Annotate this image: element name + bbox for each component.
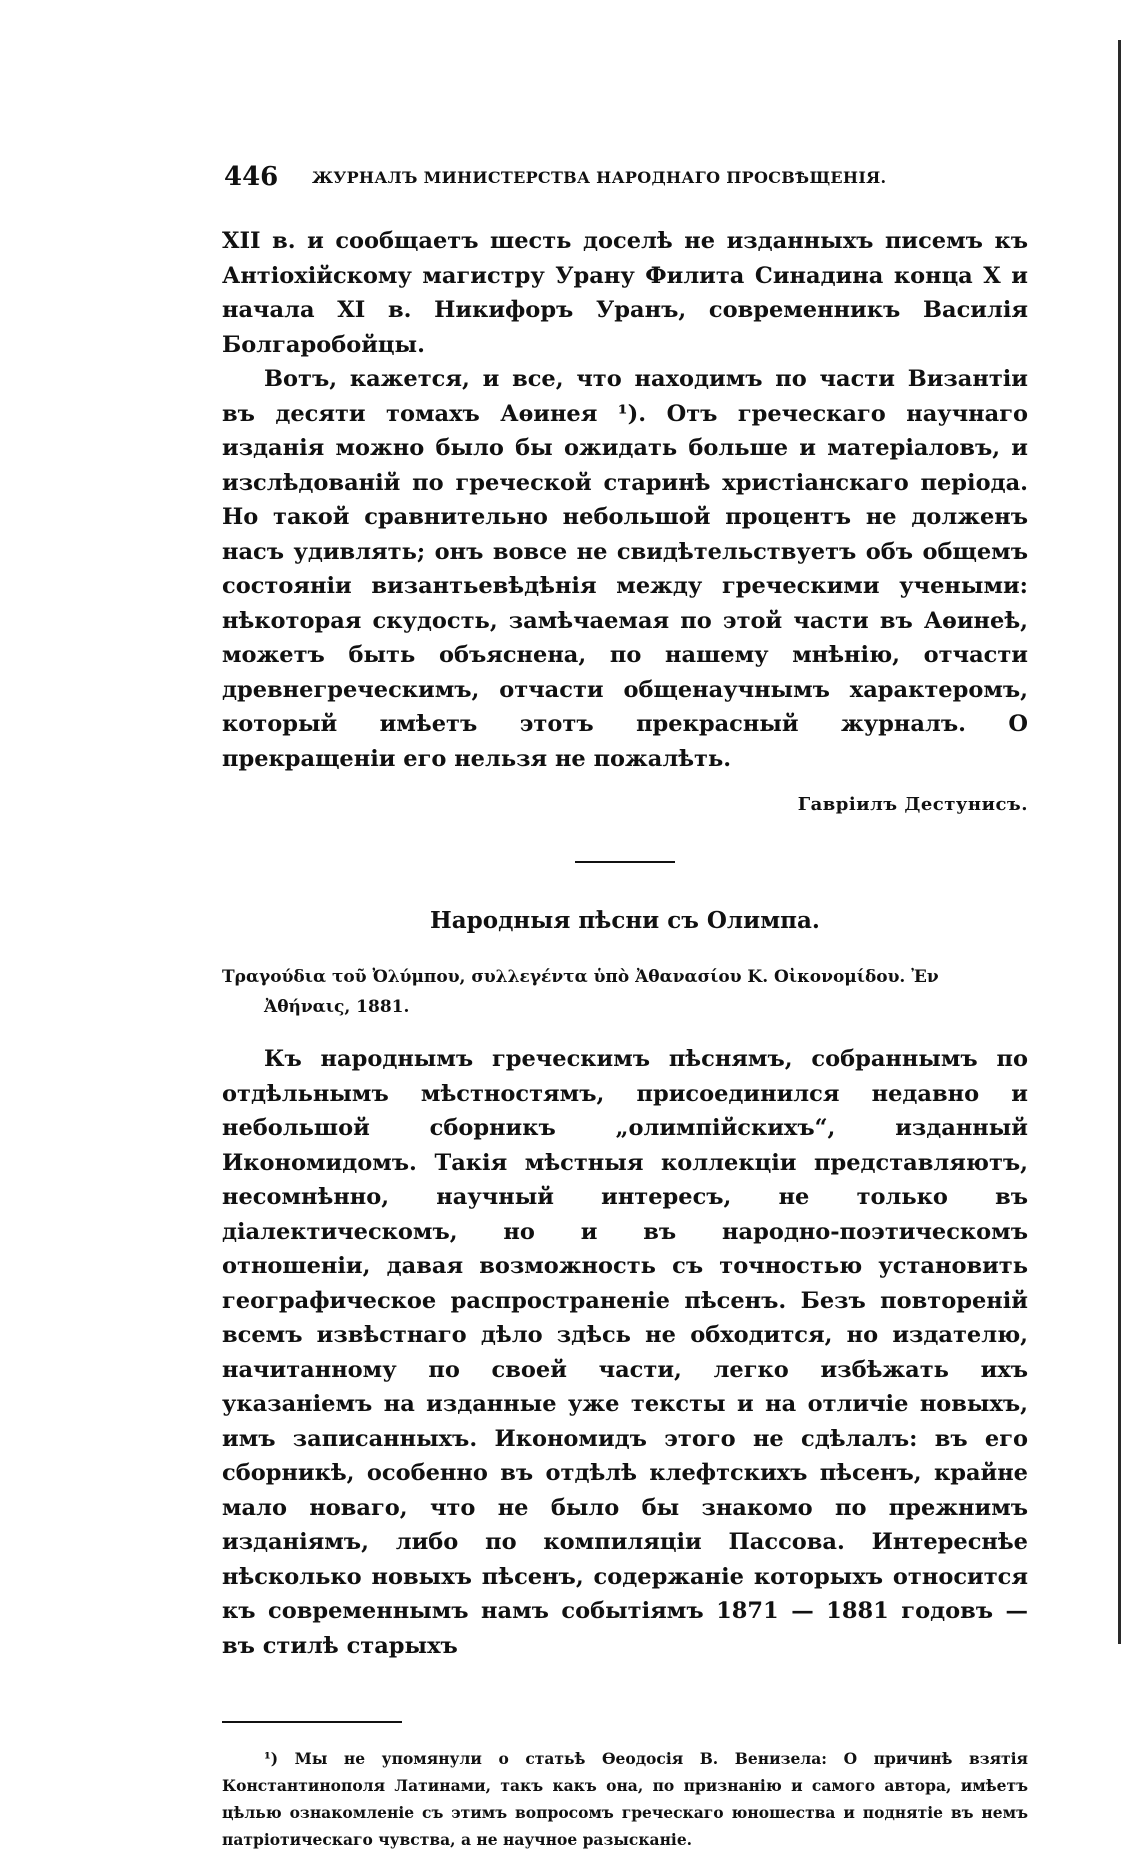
review-body: Къ народнымъ греческимъ пѣснямъ, собраннымъ по отдѣльнымъ мѣстностямъ, присоединился недавно и небольшой сборникъ „олимпійскихъ“, изданный Икономидомъ. Такія мѣстныя коллекціи представляютъ, несомнѣнно, научный интересъ, не только въ діалектическомъ, но и въ народно-поэтическомъ отношеніи, давая возможность съ точностью установить географическое распространеніе пѣсенъ. Безъ повтореній всемъ извѣстнаго дѣло здѣсь не обходится, но издателю, начитанному по своей части, легко избѣжать ихъ указаніемъ на изданные уже тексты и на отличіе новыхъ, имъ записанныхъ. Икономидъ этого не сдѣлалъ: въ его сборникѣ, особенно въ отдѣлѣ клефтскихъ пѣсенъ, крайне мало новаго, что не было бы знакомо по прежнимъ изданіямъ, либо по компиляціи Пассова. Интереснѣе нѣсколько новыхъ пѣсенъ, содержаніе которыхъ относится къ современнымъ намъ событіямъ 1871 — 1881 годовъ — въ стилѣ старыхъ [222, 1046, 1028, 1659]
footnote-rule [222, 1721, 402, 1723]
page-edge-rule [1118, 40, 1121, 1644]
section-divider [575, 861, 675, 863]
page-number: 446 [224, 162, 279, 192]
paragraph-continuation: XII в. и сообщаетъ шесть доселѣ не изданныхъ писемъ къ Антіохійскому магистру Урану Филита Синадина конца X и начала XI в. Никифоръ Уранъ, современникъ Василія Болгаробойцы. [222, 228, 1028, 358]
running-title: ЖУРНАЛЪ МИНИСТЕРСТВА НАРОДНАГО ПРОСВѢЩЕНІЯ. [312, 168, 887, 187]
section-title: Народныя пѣсни съ Олимпа. [430, 907, 820, 934]
bibliographic-citation: Τραγούδια τοῦ Ὀλύμπου, συλλεγέντα ὑπὸ Ἀθανασίου Κ. Οἰκονομίδου. Ἐν Ἀθήναις, 1881. [222, 967, 939, 1017]
page-content [222, 224, 1028, 1853]
page-header [224, 162, 1024, 202]
footnote: ¹) Мы не упомянули о статьѣ Ѳеодосія В. Венизела: О причинѣ взятія Константинополя Латинами, такъ какъ она, по признанію и самого автора, имѣетъ цѣлью ознакомленіе съ этимъ вопросомъ греческаго юношества и поднятіе въ немъ патріотическаго чувства, а не научное разысканіе. [222, 1749, 1028, 1849]
paragraph-conclusion: Вотъ, кажется, и все, что находимъ по части Византіи въ десяти томахъ Аѳинея ¹). Отъ греческаго научнаго изданія можно было бы ожидать больше и матеріаловъ, и изслѣдованій по греческой старинѣ христіанскаго періода. Но такой сравнительно небольшой процентъ не долженъ насъ удивлять; онъ вовсе не свидѣтельствуетъ объ общемъ состояніи византьевѣдѣнія между греческими учеными: нѣкоторая скудость, замѣчаемая по этой части въ Аѳинеѣ, можетъ быть объяснена, по нашему мнѣнію, отчасти древнегреческимъ, отчасти общенаучнымъ характеромъ, который имѣетъ этотъ прекрасный журналъ. О прекращеніи его нельзя не пожалѣть. [222, 366, 1028, 772]
author-signature: Гавріилъ Дестунисъ. [797, 794, 1028, 815]
